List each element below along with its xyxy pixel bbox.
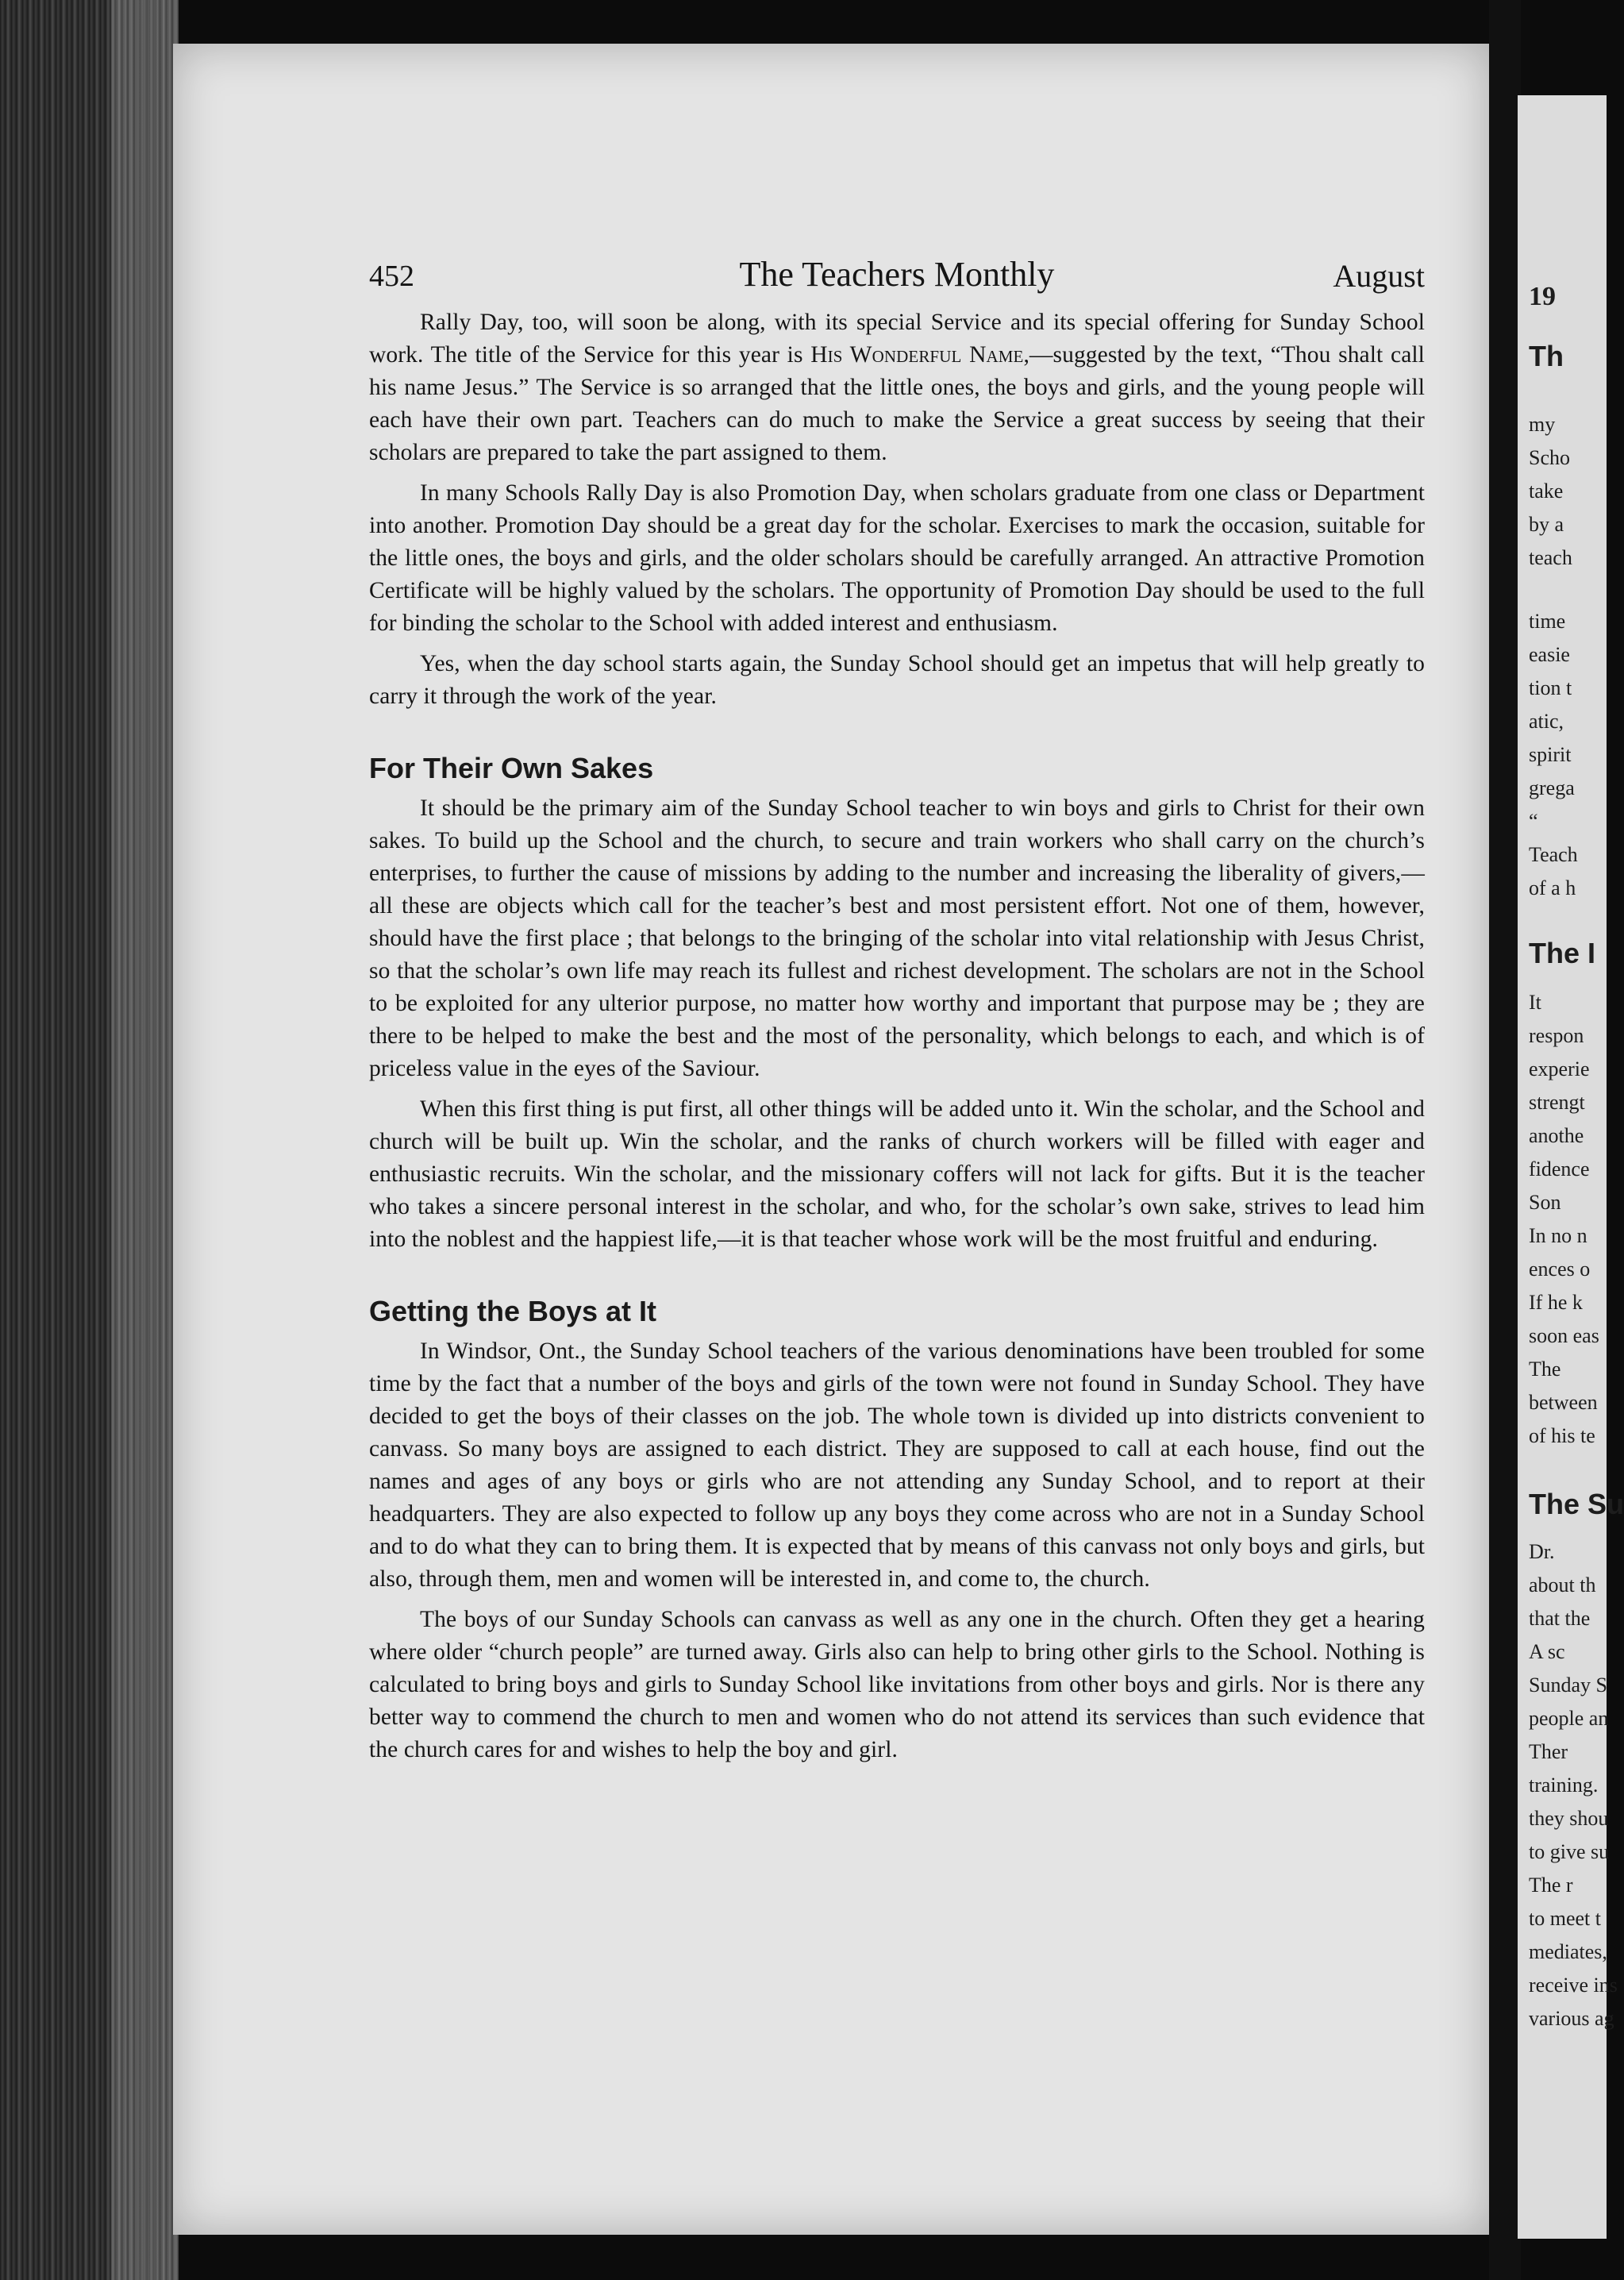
facing-text-fragment: grega [1529, 776, 1575, 799]
paragraph: The boys of our Sunday Schools can canvass as well as any one in the church. Often they get a hearing where older “church people” are turned away. Girls also can help to bring other girls to the School. Nothing is calculated to bring boys and girls to Sunday School like invitations from other boys and girls. Nor is there any better way to commend the church to men and women who do not attend its services than such evidence that the church cares for and wishes to help the boy and girl. [369, 1607, 1425, 1762]
paragraph: Yes, when the day school starts again, the Sunday School should get an impetus that will help greatly to carry it through the work of the year. [369, 651, 1425, 709]
facing-text-fragment: take [1529, 479, 1564, 503]
paragraph: In Windsor, Ont., the Sunday School teachers of the various denominations have been troubled for some time by the fact that a number of the boys and girls of the town were not found in Sunday School. They have decided to get the boys of their classes on the job. The whole town is divided up into districts convenient to canvass. So many boys are assigned to each district. They are supposed to call at each house, find out the names and ages of any boys or girls who are not attending any Sunday School, and to report at their headquarters. They are also expected to follow up any boys they come across who are not in a Sunday School and to do what they can to bring them. It is expected that by means of this canvass not only boys and girls, but also, through them, men and women will be interested in, and come to, the church. [369, 1338, 1425, 1592]
paragraph: In many Schools Rally Day is also Promotion Day, when scholars graduate from one class or Department into another. Promotion Day should be a great day for the scholar. Exercises to mark the occasion, suitable for the little ones, the boys and girls, and the older scholars should be carefully arranged. An attractive Promotion Certificate will be highly valued by the scholars. The opportunity of Promotion Day should be used to the full for binding the scholar to the School with added interest and enthusiasm. [369, 480, 1425, 636]
facing-text-fragment: Son [1529, 1191, 1561, 1214]
page-content [369, 254, 1425, 1766]
facing-text-fragment: It [1529, 991, 1541, 1014]
facing-text-fragment: receive ins [1529, 1974, 1618, 1997]
intro-section [369, 306, 1425, 713]
facing-text-fragment: Teach [1529, 843, 1578, 866]
facing-text-fragment: various ag [1529, 2007, 1614, 2030]
facing-text-fragment: tion t [1529, 676, 1572, 699]
facing-text-fragment: easie [1529, 643, 1570, 666]
paragraph: It should be the primary aim of the Sunday School teacher to win boys and girls to Christ for their own sakes. To build up the School and the church, to secure and train workers who shall carry on the church’s enterprises, to further the cause of missions by adding to the number and increasing the liberality of givers,—all these are objects which call for the teacher’s best and most persistent effort. Not one of them, however, should have the first place ; that belongs to the bringing of the scholar into vital relationship with Jesus Christ, so that the scholar’s own life may reach its fullest and richest development. The scholars are not in the School to be exploited for any ulterior purpose, no matter how worthy and important that purpose may be ; they are there to be helped to make the best and the most of the personality, which belongs to each, and which is of priceless value in the eyes of the Saviour. [369, 795, 1425, 1081]
facing-text-fragment: spirit [1529, 743, 1572, 766]
facing-text-fragment: about th [1529, 1573, 1596, 1596]
facing-text-fragment: teach [1529, 546, 1572, 569]
facing-text-fragment: In no n [1529, 1224, 1587, 1247]
facing-text-fragment: they shou [1529, 1807, 1609, 1830]
publication-title: The Teachers Monthly [739, 255, 1055, 294]
page-edges [111, 0, 179, 2280]
facing-text-fragment: ences o [1529, 1257, 1591, 1281]
facing-text-fragment: fidence [1529, 1157, 1590, 1180]
facing-text-fragment: Scho [1529, 446, 1570, 469]
facing-text-fragment: The [1529, 1358, 1561, 1381]
page-number: 452 [369, 260, 414, 293]
facing-text-fragment: Sunday S [1529, 1673, 1607, 1697]
facing-text-fragment: Ther [1529, 1740, 1568, 1763]
facing-text-fragment: If he k [1529, 1291, 1583, 1314]
facing-text-fragment: of a h [1529, 876, 1576, 899]
facing-text-fragment: atic, [1529, 710, 1564, 733]
facing-text-fragment: respon [1529, 1024, 1584, 1047]
facing-text-fragment: The r [1529, 1874, 1573, 1897]
facing-text-fragment: training. [1529, 1774, 1599, 1797]
facing-text-fragment: strengt [1529, 1091, 1585, 1114]
section-heading: For Their Own Sakes [369, 752, 654, 784]
facing-text-fragment: my [1529, 413, 1556, 436]
facing-text-fragment: that the [1529, 1607, 1591, 1630]
facing-text-fragment: people an [1529, 1707, 1609, 1730]
facing-text-fragment: Dr. [1529, 1540, 1555, 1563]
issue-month: August [1333, 258, 1425, 294]
facing-text-fragment: time [1529, 610, 1566, 633]
facing-heading-fragment: The I [1529, 937, 1596, 969]
facing-text-fragment: mediates, [1529, 1940, 1607, 1963]
running-head [369, 254, 1425, 302]
facing-text-fragment: to meet t [1529, 1907, 1601, 1930]
facing-text-fragment: soon eas [1529, 1324, 1599, 1347]
facing-text-fragment: of his te [1529, 1424, 1595, 1447]
facing-text-fragment: by a [1529, 513, 1564, 536]
facing-heading-fragment: Th [1529, 340, 1564, 372]
facing-text-fragment: between [1529, 1391, 1598, 1414]
facing-text-fragment: anothe [1529, 1124, 1584, 1147]
facing-heading-fragment: The Su [1529, 1488, 1624, 1520]
paragraph: When this first thing is put first, all other things will be added unto it. Win the scholar, and the School and church will be built up. Win the scholar, and the ranks of church workers will be filled with eager and enthusiastic recruits. Win the scholar, and the missionary coffers will not lack for gifts. But it is the teacher who takes a sincere personal interest in the scholar, and who, for the scholar’s own sake, strives to lead him into the noblest and the happiest life,—it is that teacher whose work will be the most fruitful and enduring. [369, 1096, 1425, 1252]
section-heading: Getting the Boys at It [369, 1295, 657, 1327]
facing-page-fragment [1518, 95, 1624, 2239]
service-title: His Wonderful Name [810, 342, 1024, 368]
facing-text-fragment: “ [1529, 810, 1538, 833]
book-gutter [1489, 0, 1521, 2280]
facing-page-number: 19 [1529, 282, 1556, 311]
facing-text-fragment: A sc [1529, 1640, 1565, 1663]
facing-text-fragment: to give su [1529, 1840, 1610, 1863]
facing-text-fragment: experie [1529, 1057, 1590, 1080]
paragraph: Rally Day, too, will soon be along, with its special Service and its special offering for Sunday School work. The title of the Service for this year is His Wonderful Name,—suggested by the text, “Thou shalt call his name Jesus.” The Service is so arranged that the little ones, the boys and girls, and the young people will each have their own part. Teachers can do much to make the Service a great success by seeing that their scholars are prepared to take the part assigned to them. [369, 310, 1425, 465]
